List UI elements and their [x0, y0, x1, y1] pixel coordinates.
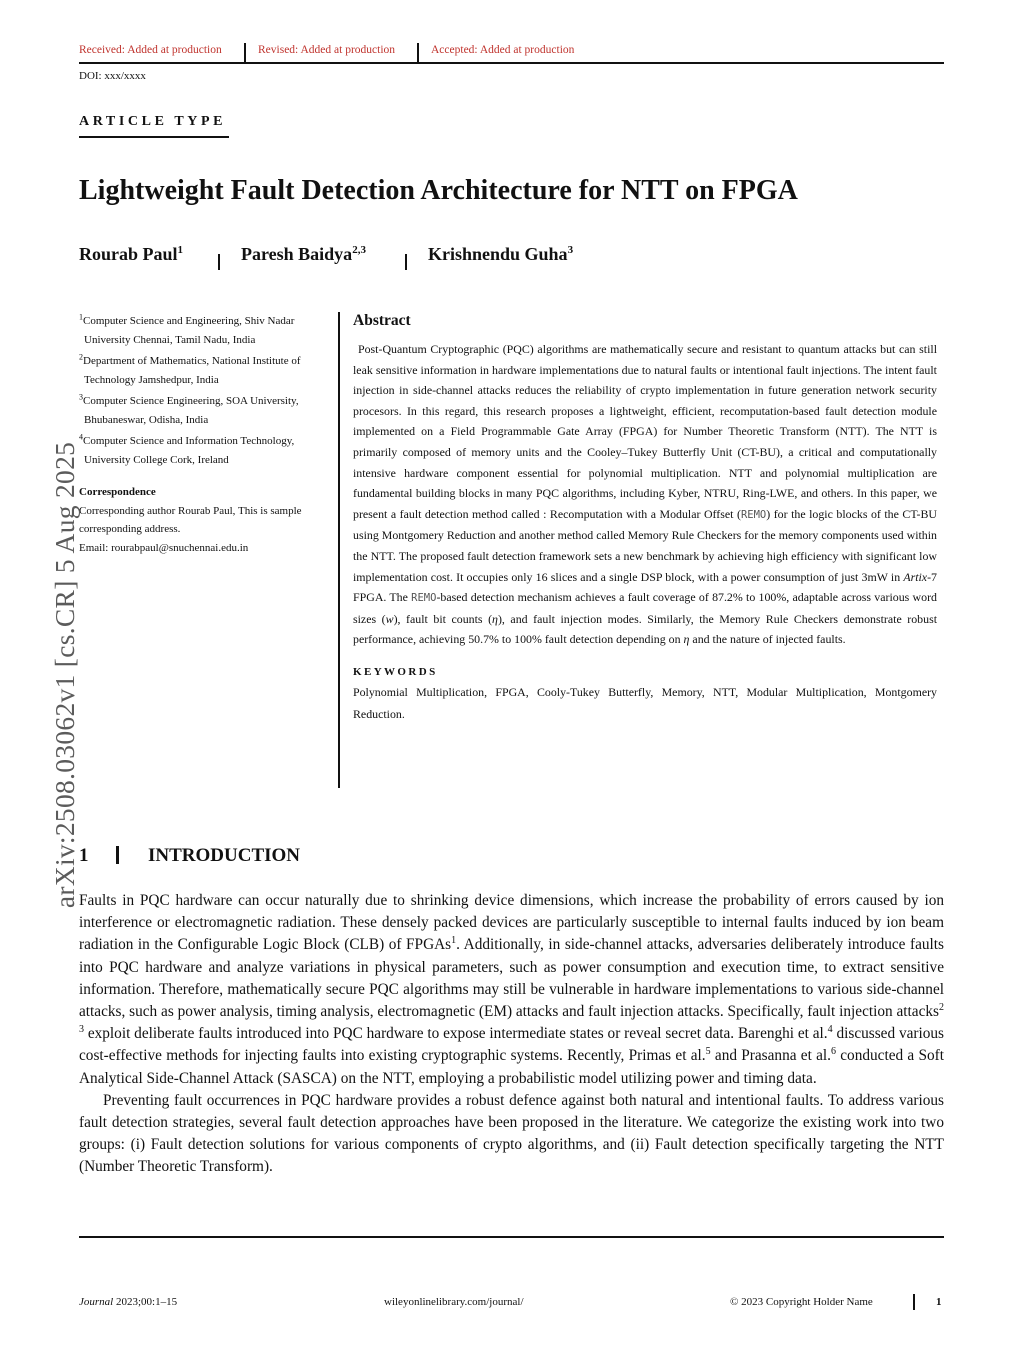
page-number: 1 — [936, 1296, 942, 1308]
journal-info: Journal 2023;00:1–15 — [79, 1296, 178, 1308]
copyright: © 2023 Copyright Holder Name — [730, 1296, 873, 1308]
divider — [405, 254, 407, 270]
author: Krishnendu Guha$^3$ — [428, 244, 574, 264]
affiliation: $^4$Computer Science and Information Technology, University College Cork, Ireland — [79, 432, 295, 466]
paper-title: Lightweight Fault Detection Architecture for NTT on FPGA — [79, 175, 798, 206]
correspondence-email: Email: rourabpaul@snuchennai.edu.in — [79, 541, 249, 554]
citation[interactable]: 1 — [451, 935, 457, 947]
keywords-text: Polynomial Multiplication, FPGA, Cooly-Tukey Butterfly, Memory, NTT, Modular Multiplication, Montgomery Reduction. — [353, 684, 937, 721]
section-number: 1 — [79, 845, 89, 866]
divider — [913, 1294, 915, 1310]
paragraph: Preventing fault occurrences in PQC hardware provides a robust defence against both natural and intentional faults. To address various fault detection strategies, several fault detection approaches have been proposed in the literature. We categorize the existing work into two groups: (i) Fault detection solutions for various components of crypto algorithms, and (ii) Fault detection specifically targeting the NTT (Number Theoretic Transform). — [79, 1091, 944, 1176]
citation[interactable]: 5 — [705, 1046, 711, 1058]
divider — [116, 846, 119, 864]
submission-dates — [79, 43, 944, 63]
arxiv-identifier: arXiv:2508.03062v1 [cs.CR] 5 Aug 2025 — [49, 441, 80, 909]
divider — [244, 43, 246, 63]
author: Paresh Baidya$^{2,3}$ — [241, 244, 366, 264]
accepted-date: Accepted: Added at production — [431, 44, 575, 56]
affiliation: $^2$Department of Mathematics, National Institute of Technology Jamshedpur, India — [79, 352, 301, 386]
affiliation: $^1$Computer Science and Engineering, Shiv Nadar University Chennai, Tamil Nadu, India — [79, 312, 295, 346]
citation[interactable]: 4 — [827, 1024, 833, 1036]
doi: DOI: xxx/xxxx — [79, 70, 146, 82]
citation[interactable]: 2 3 — [79, 1001, 944, 1036]
section-title: INTRODUCTION — [148, 845, 301, 866]
paragraph: Faults in PQC hardware can occur naturally due to shrinking device dimensions, which increase the probability of errors caused by ion interference or electromagnetic radiation. These densely packed devices are particularly susceptible to internal faults induced by ion beam radiation in the Configurable Logic Block (CLB) of FPGAs$^1$. Additionally, in side-channel attacks, adversaries deliberately introduce faults into PQC hardware and analyze variations in physical parameters, such as power consumption and execution time, to extract sensitive information. Therefore, mathematically secure PQC algorithms may still be vulnerable in hardware implementations to various side-channel attacks, such as power analysis, timing analysis, electromagnetic (EM) attacks and fault injection attacks. Specifically, fault injection attacks$^{2 3}$ exploit deliberate faults introduced into PQC hardware to expose intermediate states or reveal secret data. Barenghi et al.$^4$ discussed various cost-effective methods for injecting faults into existing cryptographic systems. Recently, Primas et al.$^5$ and Prasanna et al.$^6$ conducted a Soft Analytical Side-Channel Attack (SASCA) on the NTT, employing a probabilistic model utilizing power and timing data. — [79, 892, 944, 1087]
revised-date: Revised: Added at production — [258, 44, 396, 56]
received-date: Received: Added at production — [79, 44, 222, 56]
article-type-rule — [79, 136, 229, 138]
divider — [417, 43, 419, 63]
affiliation: $^3$Computer Science Engineering, SOA University, Bhubaneswar, Odisha, India — [79, 392, 299, 426]
correspondence-title: Correspondence — [79, 486, 156, 498]
introduction-body — [79, 890, 944, 1179]
article-type: ARTICLE TYPE — [79, 114, 227, 129]
header-rule — [79, 62, 944, 64]
author: Rourab Paul$^1$ — [79, 244, 184, 264]
abstract-title: Abstract — [353, 312, 411, 329]
abstract-section — [353, 312, 937, 725]
footer-rule — [79, 1236, 944, 1238]
author-list — [79, 244, 944, 274]
abstract-text: Post-Quantum Cryptographic (PQC) algorithms are mathematically secure and resistant to quantum attacks but can still leak sensitive information in hardware implementations due to natural faults or intentional fault injections. The intent fault injection in side-channel attacks reduces the reliability of crypto implementation in future generation network security procesors. In this regard, this research proposes a lightweight, efficient, recomputation-based fault detection module implemented on a Field Programmable Gate Array (FPGA) for Number Theoretic Transform (NTT). The NTT is primarily composed of memory units and the Cooley–Tukey Butterfly Unit (CT-BU), a critical and computationally intensive hardware component essential for polynomial multiplication. NTT and polynomial multiplication are fundamental building blocks in many PQC algorithms, including Kyber, NTRU, Ring-LWE, and others. In this paper, we present a fault detection method called : Recomputation with a Modular Offset (REMO) for the logic blocks of the CT-BU using Montgomery Reduction and another method called Memory Rule Checkers for the memory components used within the NTT. The proposed fault detection framework sets a new benchmark by achieving high efficiency with significant low implementation cost. It occupies only 16 slices and a single DSP block, with a power consumption of just 3mW in Artix-7 FPGA. The REMO-based detection mechanism achieves a fault coverage of 87.2% to 100%, adaptable across various word sizes (w), fault bit counts (η), and fault injection modes. Similarly, the Memory Rule Checkers demonstrate robust performance, achieving 50.7% to 100% fault detection depending on η and the nature of injected faults. — [353, 342, 937, 647]
citation[interactable]: 6 — [830, 1046, 836, 1058]
affiliations — [79, 312, 331, 557]
keywords-title: KEYWORDS — [353, 665, 438, 678]
column-divider — [338, 312, 340, 788]
journal-url[interactable]: wileyonlinelibrary.com/journal/ — [384, 1296, 524, 1308]
divider — [218, 254, 220, 270]
correspondence-text: Corresponding author Rourab Paul, This is sample corresponding address. — [79, 504, 302, 535]
